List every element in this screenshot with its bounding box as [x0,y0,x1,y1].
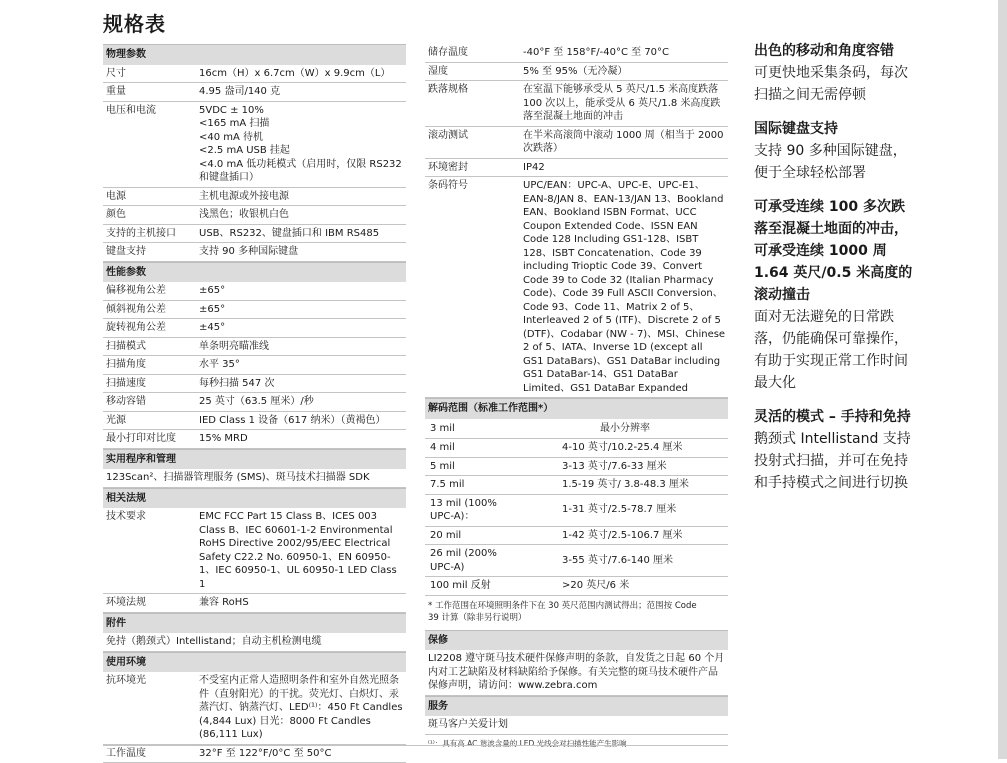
decode-row [425,476,728,495]
spec-row [425,81,728,127]
feature-heading: 出色的移动和角度容错 [754,40,914,62]
decode-row [425,545,728,577]
spec-label: 倾斜视角公差 [106,303,199,317]
spec-label: 最小打印对比度 [106,432,199,446]
spec-row [103,430,406,449]
spec-value: ±45° [199,321,406,335]
spec-row [103,338,406,357]
spec-label: 扫描速度 [106,377,199,391]
led-footnote: ⁽¹⁾：具有高 AC 谐波含量的 LED 光线会对扫描性能产生影响 [425,735,728,753]
spec-label: 电压和电流 [106,104,199,185]
spec-value: 主机电源或外接电源 [199,190,406,204]
spec-row [425,177,728,398]
decode-range-value: >20 英尺/6 米 [550,579,728,593]
decode-row [425,527,728,546]
spec-value: IED Class 1 设备（617 纳米）（黄褐色） [199,414,406,428]
spec-row [103,393,406,412]
spec-label: 移动容错 [106,395,199,409]
spec-value: 不受室内正常人造照明条件和室外自然光照条件（直射阳光）的干扰。荧光灯、白炽灯、汞蒸汽灯、钠蒸汽灯、LED⁽¹⁾：450 Ft Candles (4,844 Lux) 日光：8000 Ft Candles (86,111 Lux) [199,674,406,742]
spec-row [103,225,406,244]
decode-row [425,439,728,458]
spec-label: 偏移视角公差 [106,284,199,298]
spec-row [425,44,728,63]
spec-value: USB、RS232、键盘插口和 IBM RS485 [199,227,406,241]
spec-row [103,282,406,301]
spec-value: 5VDC ± 10% <165 mA 扫描 <40 mA 待机 <2.5 mA USB 挂起 <4.0 mA 低功耗模式（启用时，仅限 RS232 和键盘插口） [199,104,406,185]
spec-row [103,243,406,262]
decode-range-value: 1-42 英寸/2.5-106.7 厘米 [550,529,728,543]
warranty-text: LI2208 遵守斑马技术硬件保修声明的条款，自发货之日起 60 个月内对工艺缺陷及材料缺陷给予保修。有关完整的斑马技术硬件产品保修声明，请访问：www.zebra.com [425,650,728,696]
spec-value: 15% MRD [199,432,406,446]
spec-value: UPC/EAN：UPC-A、UPC-E、UPC-E1、EAN-8/JAN 8、EAN-13/JAN 13、Bookland EAN、Bookland ISBN Format、UCC Coupon Extended Code、ISSN EAN Code 128 Including GS1-128、ISBT 128、ISBT Concatenation、Code 39 including Trioptic Code 39、Convert Code 39 to Code 32 (Italian Pharmacy Code)、Code 39 Full ASCII Conversion、Code 93、Code 11、Matrix 2 of 5、Interleaved 2 of 5 (ITF)、Discrete 2 of 5 (DTF)、Codabar (NW - 7)、MSI、Chinese 2 of 5、IATA、Inverse 1D (except all GS1 DataBars)、GS1 DataBar including GS1 DataBar-14、GS1 DataBar Limited、GS1 DataBar Expanded [523,179,728,395]
section-header: 附件 [103,613,406,634]
warranty-section-header: 保修 [425,630,728,651]
decode-range-value: 1-31 英寸/2.5-78.7 厘米 [550,503,728,517]
spec-row [103,83,406,102]
spec-value: 在室温下能够承受从 5 英尺/1.5 米高度跌落 100 次以上，能承受从 6 英尺/1.8 米高度跌落至混凝土地面的冲击 [523,83,728,124]
spec-label: 环境密封 [428,161,523,175]
spec-row [103,301,406,320]
spec-value: 每秒扫描 547 次 [199,377,406,391]
spec-label: 跌落规格 [428,83,523,124]
decode-symbol-size: 5 mil [430,460,550,474]
section-header: 性能参数 [103,262,406,283]
decode-row [425,495,728,527]
spec-row [103,188,406,207]
spec-row [103,319,406,338]
spec-label: 抗环境光 [106,674,199,742]
page-edge [998,0,1007,759]
decode-row [425,577,728,596]
spec-label: 电源 [106,190,199,204]
spec-row [103,672,406,745]
spec-value: 兼容 RoHS [199,596,406,610]
spec-label: 颜色 [106,208,199,222]
spec-value: 单条明亮瞄准线 [199,340,406,354]
decode-range-value: 3-55 英寸/7.6-140 厘米 [550,554,728,568]
decode-range-table [425,439,728,596]
spec-label: 滚动测试 [428,129,523,156]
spec-value: 25 英寸（63.5 厘米）/秒 [199,395,406,409]
page-title: 规格表 [103,8,166,37]
spec-value: 水平 35° [199,358,406,372]
spec-label: 湿度 [428,65,523,79]
spec-row [103,356,406,375]
section-header: 实用程序和管理 [103,449,406,470]
spec-value: 16cm（H）x 6.7cm（W）x 9.9cm（L） [199,67,406,81]
decode-header-left: 3 mil [430,422,550,436]
decode-range-value: 3-13 英寸/7.6-33 厘米 [550,460,728,474]
spec-value: 支持 90 多种国际键盘 [199,245,406,259]
spec-row [103,594,406,613]
spec-value: 在半米高滚筒中滚动 1000 周（相当于 2000 次跌落） [523,129,728,156]
section-header: 相关法规 [103,488,406,509]
spec-label: 扫描角度 [106,358,199,372]
feature-description: 支持 90 多种国际键盘，便于全球轻松部署 [754,140,914,184]
spec-full-row: 123Scan²、扫描器管理服务 (SMS)、斑马技术扫描器 SDK [103,469,406,488]
decode-range-section-header: 解码范围（标准工作范围*） [425,398,728,419]
decode-header-right: 最小分辨率 [550,422,728,436]
spec-label: 技术要求 [106,510,199,591]
spec-value: 4.95 盎司/140 克 [199,85,406,99]
spec-full-row: 免持（鹅颈式）Intellistand；自动主机检测电缆 [103,633,406,652]
feature-description: 鹅颈式 Intellistand 支持投射式扫描，并可在免持和手持模式之间进行切换 [754,428,914,494]
spec-value: 32°F 至 122°F/0°C 至 50°C [199,747,406,761]
decode-symbol-size: 26 mil (200% UPC-A) [430,547,550,574]
feature-description: 面对无法避免的日常跌落，仍能确保可靠操作，有助于实现正常工作时间最大化 [754,306,914,394]
spec-value: 5% 至 95%（无冷凝） [523,65,728,79]
spec-label: 支持的主机接口 [106,227,199,241]
spec-label: 尺寸 [106,67,199,81]
spec-value: IP42 [523,161,728,175]
spec-row [103,65,406,84]
spec-row [425,63,728,82]
spec-row [103,375,406,394]
spec-row [103,206,406,225]
spec-value: 浅黑色；收银机白色 [199,208,406,222]
decode-symbol-size: 100 mil 反射 [430,579,550,593]
feature-heading: 国际键盘支持 [754,118,914,140]
decode-footnote: * 工作范围在环境照明条件下在 30 英尺范围内测试得出；范围按 Code 39 计算（除非另行说明） [425,596,728,630]
service-section-header: 服务 [425,696,728,717]
spec-row [425,127,728,159]
section-header: 使用环境 [103,652,406,673]
section-header: 物理参数 [103,44,406,65]
decode-row [425,458,728,477]
spec-row [103,412,406,431]
spec-value: ±65° [199,303,406,317]
spec-row [103,508,406,594]
feature-heading: 灵活的模式 – 手持和免持 [754,406,914,428]
spec-row [425,159,728,178]
spec-table-continued [425,44,728,398]
spec-value: -40°F 至 158°F/-40°C 至 70°C [523,46,728,60]
spec-label: 旋转视角公差 [106,321,199,335]
decode-range-header [425,419,728,440]
decode-symbol-size: 4 mil [430,441,550,455]
spec-value: ±65° [199,284,406,298]
spec-value: EMC FCC Part 15 Class B、ICES 003 Class B、IEC 60601-1-2 Environmental RoHS Directive 2002/95/EEC Electrical Safety C22.2 No. 60950-1、EN 60950-1、IEC 60950-1、UL 60950-1 LED Class 1 [199,510,406,591]
spec-label: 工作温度 [106,747,199,761]
spec-label: 储存温度 [428,46,523,60]
spec-row [103,102,406,188]
feature-highlights [754,40,914,506]
feature-description: 可更快地采集条码，每次扫描之间无需停顿 [754,62,914,106]
spec-label: 条码符号 [428,179,523,395]
decode-symbol-size: 13 mil (100% UPC-A)： [430,497,550,524]
spec-column-left [103,44,406,763]
spec-label: 键盘支持 [106,245,199,259]
spec-label: 光源 [106,414,199,428]
decode-range-value: 1.5-19 英寸/ 3.8-48.3 厘米 [550,478,728,492]
spec-label: 扫描模式 [106,340,199,354]
bottom-divider [103,745,728,746]
spec-column-right [425,44,728,752]
spec-label: 环境法规 [106,596,199,610]
decode-symbol-size: 20 mil [430,529,550,543]
spec-label: 重量 [106,85,199,99]
feature-heading: 可承受连续 100 多次跌落至混凝土地面的冲击，可承受连续 1000 周 1.64 英尺/0.5 米高度的滚动撞击 [754,196,914,306]
spec-row [103,745,406,763]
decode-range-value: 4-10 英寸/10.2-25.4 厘米 [550,441,728,455]
decode-symbol-size: 7.5 mil [430,478,550,492]
service-text: 斑马客户关爱计划 [425,716,728,735]
